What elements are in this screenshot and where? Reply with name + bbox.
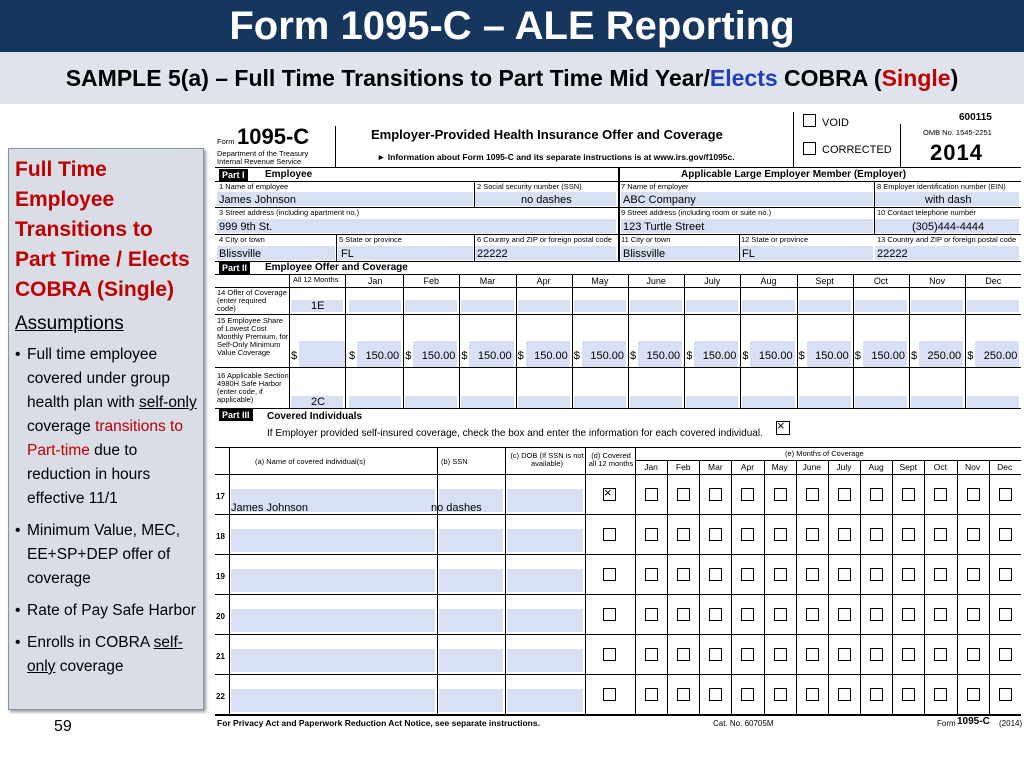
- month-checkbox-mar[interactable]: [709, 648, 722, 661]
- name-cell-bg: [231, 689, 435, 712]
- row15-value-may[interactable]: 150.00: [590, 350, 624, 362]
- part3-note: If Employer provided self-insured coverage, check the box and enter the information for each covered individual.: [267, 428, 763, 439]
- row-number: 17: [216, 492, 225, 501]
- part2-grid-line: [572, 274, 573, 408]
- row16-cell-aug[interactable]: [742, 396, 794, 408]
- label-8: 8 Employer identification number (EIN): [877, 182, 1006, 191]
- cov-month-dec: Dec: [997, 462, 1013, 472]
- part3-grid-line: [437, 447, 438, 714]
- dob-cell-bg: [507, 569, 583, 592]
- cov-month-nov: Nov: [965, 462, 981, 472]
- month-checkbox-apr[interactable]: [741, 608, 754, 621]
- month-checkbox-nov[interactable]: [967, 648, 980, 661]
- month-header-nov: Nov: [929, 276, 946, 286]
- b1-c: due to reduction in hours effective 11/1: [27, 442, 151, 507]
- part3-grid-line: [796, 460, 797, 714]
- assumptions-panel: [8, 148, 204, 710]
- month-checkbox-jan[interactable]: [645, 608, 658, 621]
- assumptions-list: [15, 343, 197, 679]
- label-9: 9 Street address (including room or suite no.): [621, 208, 772, 217]
- month-checkbox-oct[interactable]: [934, 528, 947, 541]
- value-5[interactable]: FL: [341, 248, 354, 260]
- row-number: 20: [216, 612, 225, 621]
- part3-grid-line: [989, 460, 990, 714]
- month-checkbox-aug[interactable]: [870, 488, 883, 501]
- part3-grid-line: [764, 460, 765, 714]
- b1-b: coverage: [27, 418, 96, 435]
- all12-checkbox[interactable]: [603, 568, 616, 581]
- row14-label: 14 Offer of Coverage (enter required code): [217, 288, 287, 313]
- assumptions-label: Assumptions: [15, 313, 124, 334]
- month-header-sept: Sept: [815, 276, 834, 286]
- part3-grid-line: [828, 460, 829, 714]
- part3-label: Part III: [219, 409, 253, 421]
- value-12[interactable]: FL: [742, 248, 755, 260]
- cov-month-july: July: [836, 462, 852, 472]
- month-checkbox-july[interactable]: [838, 608, 851, 621]
- cov-month-mar: Mar: [708, 462, 723, 472]
- part3-grid-line: [699, 460, 700, 714]
- footer-form-label: Form: [937, 719, 956, 728]
- label-3: 3 Street address (including apartment no.): [219, 208, 360, 217]
- part1-ale: Applicable Large Employer Member (Employer): [681, 169, 907, 180]
- month-checkbox-mar[interactable]: [709, 488, 722, 501]
- cov-month-oct: Oct: [933, 462, 948, 472]
- page-number: 59: [54, 718, 72, 735]
- month-checkbox-july[interactable]: [838, 688, 851, 701]
- month-checkbox-may[interactable]: [774, 568, 787, 581]
- row-divider: [215, 594, 1021, 595]
- form-code-num: 600115: [959, 112, 992, 123]
- row15-dollar: $: [742, 350, 749, 362]
- month-checkbox-may[interactable]: [774, 608, 787, 621]
- row15-value-dec[interactable]: 250.00: [983, 350, 1018, 362]
- month-checkbox-sept[interactable]: [902, 608, 915, 621]
- row15-value-sept[interactable]: 150.00: [815, 350, 849, 362]
- label-12: 12 State or province: [741, 235, 809, 244]
- form-number: 1095-C: [237, 124, 310, 149]
- row16-cell-apr[interactable]: [518, 396, 570, 408]
- month-header-june: June: [646, 276, 666, 286]
- row15-value-jan[interactable]: 150.00: [365, 350, 400, 362]
- value-13[interactable]: 22222: [877, 248, 908, 260]
- row15-dollar: $: [911, 350, 918, 362]
- row15-value-oct[interactable]: 150.00: [871, 350, 905, 362]
- row15-value-apr[interactable]: 150.00: [534, 350, 568, 362]
- month-checkbox-feb[interactable]: [677, 528, 690, 541]
- month-checkbox-sept[interactable]: [902, 688, 915, 701]
- name-cell-bg: [231, 649, 435, 672]
- row15-dollar: $: [405, 350, 412, 362]
- b4-b: coverage: [55, 658, 124, 675]
- part3-grid-line: [957, 460, 958, 714]
- month-checkbox-apr[interactable]: [741, 688, 754, 701]
- covered-ssn[interactable]: no dashes: [431, 502, 482, 514]
- month-checkbox-june[interactable]: [806, 528, 819, 541]
- b1-red: transitions to Part-time: [27, 418, 183, 459]
- part3-title: Covered Individuals: [267, 411, 363, 422]
- row16-cell-feb[interactable]: [405, 396, 457, 408]
- part2-grid-line: [797, 274, 798, 408]
- row14-cell-nov[interactable]: [911, 300, 963, 312]
- month-header-mar: Mar: [479, 276, 496, 286]
- row14-cell-feb[interactable]: [405, 300, 457, 312]
- dob-cell-bg: [507, 689, 583, 712]
- all12-checkbox[interactable]: [603, 648, 616, 661]
- cov-month-apr: Apr: [740, 462, 755, 472]
- cov-month-may: May: [771, 462, 788, 472]
- form-1095c: [215, 112, 1021, 734]
- month-header-oct: Oct: [873, 276, 888, 286]
- all12-checkbox[interactable]: [603, 688, 616, 701]
- month-checkbox-feb[interactable]: [677, 688, 690, 701]
- row15-value-aug[interactable]: 150.00: [758, 350, 793, 362]
- name-cell-bg: [231, 569, 435, 592]
- col-c-header: (c) DOB (If SSN is not available): [510, 451, 584, 468]
- month-checkbox-june[interactable]: [806, 488, 819, 501]
- assumption-item: • Rate of Pay Safe Harbor: [27, 599, 197, 623]
- assumption-item: [27, 343, 197, 511]
- row15-value-june[interactable]: 150.00: [646, 350, 681, 362]
- month-checkbox-oct[interactable]: [934, 488, 947, 501]
- month-checkbox-nov[interactable]: [967, 488, 980, 501]
- month-checkbox-nov[interactable]: [967, 528, 980, 541]
- row14-cell-apr[interactable]: [518, 300, 570, 312]
- month-checkbox-oct[interactable]: [934, 688, 947, 701]
- row15-value-feb[interactable]: 150.00: [421, 350, 456, 362]
- month-checkbox-jan[interactable]: [645, 688, 658, 701]
- row14-cell-oct[interactable]: [855, 300, 907, 312]
- month-header-apr: Apr: [536, 276, 551, 286]
- part3-grid-line: [667, 460, 668, 714]
- row14-cell-aug[interactable]: [742, 300, 794, 312]
- row-divider: [215, 554, 1021, 555]
- month-checkbox-feb[interactable]: [677, 648, 690, 661]
- month-checkbox-feb[interactable]: [677, 488, 690, 501]
- cov-month-feb: Feb: [675, 462, 691, 472]
- b1-self: self-only: [139, 394, 197, 411]
- value-3[interactable]: 999 9th St.: [219, 221, 273, 233]
- month-checkbox-may[interactable]: [774, 688, 787, 701]
- corrected-checkbox[interactable]: [803, 142, 816, 155]
- label-13: 13 Country and ZIP or foreign postal code: [877, 235, 1017, 244]
- value-4[interactable]: Blissville: [219, 248, 262, 260]
- row15-dollar: $: [461, 350, 468, 362]
- row14-cell-sept[interactable]: [799, 300, 851, 312]
- row15-dollar: $: [573, 350, 580, 362]
- part2-grid-line: [345, 274, 346, 408]
- month-checkbox-dec[interactable]: [999, 648, 1012, 661]
- month-checkbox-nov[interactable]: [967, 568, 980, 581]
- month-checkbox-may[interactable]: [774, 488, 787, 501]
- month-checkbox-feb[interactable]: [677, 568, 690, 581]
- month-checkbox-july[interactable]: [838, 568, 851, 581]
- value-7[interactable]: ABC Company: [623, 194, 696, 206]
- row-number: 19: [216, 572, 225, 581]
- dob-cell-bg: [507, 529, 583, 552]
- value-11[interactable]: Blissville: [623, 248, 666, 260]
- month-checkbox-jan[interactable]: [645, 528, 658, 541]
- month-checkbox-dec[interactable]: [999, 608, 1012, 621]
- month-checkbox-june[interactable]: [806, 608, 819, 621]
- part2-title: Employee Offer and Coverage: [265, 262, 408, 273]
- row14-cell-may[interactable]: [574, 300, 626, 312]
- row-divider: [215, 634, 1021, 635]
- month-checkbox-mar[interactable]: [709, 688, 722, 701]
- dob-cell-bg: [507, 489, 583, 512]
- assumption-item: [27, 631, 197, 679]
- all12-header: All 12 Months: [293, 275, 339, 284]
- label-7: 7 Name of employer: [621, 182, 689, 191]
- part1-employee: Employee: [265, 169, 313, 180]
- month-header-dec: Dec: [985, 276, 1002, 286]
- col-b-header: (b) SSN: [441, 457, 468, 466]
- value-8[interactable]: with dash: [925, 194, 972, 206]
- row15-dollar: $: [630, 350, 637, 362]
- month-header-may: May: [591, 276, 609, 286]
- row-number: 22: [216, 692, 225, 701]
- row14-cell-june[interactable]: [630, 300, 682, 312]
- subtitle-end: ): [950, 65, 959, 91]
- month-header-july: July: [704, 276, 721, 286]
- month-checkbox-june[interactable]: [806, 688, 819, 701]
- part2-grid-line: [628, 274, 629, 408]
- part2-grid-line: [516, 274, 517, 408]
- month-checkbox-aug[interactable]: [870, 568, 883, 581]
- dob-cell-bg: [507, 649, 583, 672]
- omb-number: OMB No. 1545-2251: [923, 128, 992, 137]
- row16-cell-june[interactable]: [630, 396, 682, 408]
- month-checkbox-mar[interactable]: [709, 528, 722, 541]
- form-irs: Internal Revenue Service: [217, 157, 302, 166]
- row15-dollar: $: [854, 350, 861, 362]
- row15-value-july[interactable]: 150.00: [702, 350, 737, 362]
- month-checkbox-jan[interactable]: [645, 648, 658, 661]
- col-e-header: (e) Months of Coverage: [785, 449, 864, 458]
- month-checkbox-aug[interactable]: [870, 648, 883, 661]
- label-11: 11 City or town: [621, 235, 671, 244]
- subtitle-elects: Elects: [709, 65, 778, 91]
- row15-value-mar[interactable]: 150.00: [477, 350, 512, 362]
- void-checkbox[interactable]: [803, 114, 816, 127]
- value-9[interactable]: 123 Turtle Street: [623, 221, 705, 233]
- month-checkbox-may[interactable]: [774, 648, 787, 661]
- ssn-cell-bg: [439, 529, 503, 552]
- all12-checkbox[interactable]: [603, 608, 616, 621]
- month-checkbox-aug[interactable]: [870, 528, 883, 541]
- part3-grid-line: [860, 460, 861, 714]
- month-checkbox-oct[interactable]: [934, 648, 947, 661]
- b1-a: Full time employee covered under group health plan with: [27, 346, 171, 411]
- row16-cell-sept[interactable]: [799, 396, 851, 408]
- tax-year: 2014: [930, 140, 983, 165]
- b4-a: Enrolls in COBRA: [27, 634, 154, 651]
- month-checkbox-nov[interactable]: [967, 608, 980, 621]
- form-info-line: ► Information about Form 1095-C and its separate instructions is at www.irs.gov/f1095c.: [377, 152, 735, 162]
- month-checkbox-mar[interactable]: [709, 568, 722, 581]
- row15-dollar: $: [686, 350, 693, 362]
- month-checkbox-june[interactable]: [806, 568, 819, 581]
- month-checkbox-sept[interactable]: [902, 648, 915, 661]
- month-checkbox-sept[interactable]: [902, 528, 915, 541]
- part2-grid-line: [740, 274, 741, 408]
- ssn-cell-bg: [439, 689, 503, 712]
- part1-label: Part I: [219, 169, 248, 181]
- row16-cell-nov[interactable]: [911, 396, 963, 408]
- col-d-header: (d) Covered all 12 months: [588, 451, 634, 468]
- ssn-cell-bg: [439, 569, 503, 592]
- month-checkbox-mar[interactable]: [709, 608, 722, 621]
- row14-cell-jan[interactable]: [349, 300, 401, 312]
- row14-cell-july[interactable]: [686, 300, 738, 312]
- form-label: Form: [217, 137, 235, 146]
- row15-dollar: $: [798, 350, 805, 362]
- month-checkbox-july[interactable]: [838, 488, 851, 501]
- row16-cell-may[interactable]: [574, 396, 626, 408]
- part2-grid-line: [684, 274, 685, 408]
- row16-label: 16 Applicable Section 4980H Safe Harbor (enter code, if applicable): [217, 371, 289, 404]
- month-checkbox-july[interactable]: [838, 648, 851, 661]
- label-4: 4 City or town: [219, 235, 265, 244]
- cov-month-aug: Aug: [868, 462, 884, 472]
- part3-grid-line: [585, 447, 586, 714]
- footer-form-number: 1095-C: [957, 716, 990, 727]
- ssn-cell-bg: [439, 609, 503, 632]
- row16-cell-jan[interactable]: [349, 396, 401, 408]
- month-checkbox-july[interactable]: [838, 528, 851, 541]
- row16-cell-oct[interactable]: [855, 396, 907, 408]
- slide-title: Form 1095-C – ALE Reporting: [0, 0, 1024, 52]
- row-number: 18: [216, 532, 225, 541]
- value-1[interactable]: James Johnson: [219, 194, 297, 206]
- row15-label: 15 Employee Share of Lowest Cost Monthly Premium, for Self-Only Minimum Value Coverage: [217, 316, 289, 357]
- value-10[interactable]: (305)444-4444: [912, 221, 985, 233]
- month-checkbox-apr[interactable]: [741, 648, 754, 661]
- month-checkbox-dec[interactable]: [999, 528, 1012, 541]
- part3-grid-line: [635, 447, 636, 714]
- part3-grid-line: [892, 460, 893, 714]
- month-header-feb: Feb: [423, 276, 440, 286]
- part2-grid-line: [853, 274, 854, 408]
- cov-month-jan: Jan: [644, 462, 658, 472]
- subtitle-cobra: COBRA (: [777, 65, 882, 91]
- month-checkbox-dec[interactable]: [999, 568, 1012, 581]
- month-checkbox-apr[interactable]: [741, 568, 754, 581]
- assumption-item: • Minimum Value, MEC, EE+SP+DEP offer of coverage: [27, 519, 197, 591]
- row16-cell-july[interactable]: [686, 396, 738, 408]
- cov-month-june: June: [802, 462, 822, 472]
- covered-name[interactable]: James Johnson: [231, 502, 309, 514]
- month-checkbox-dec[interactable]: [999, 488, 1012, 501]
- subtitle-prefix: SAMPLE 5(a) – Full Time Transitions to Part Time Mid Year/: [65, 65, 710, 91]
- row-divider: [215, 514, 1021, 515]
- part3-grid-line: [505, 447, 506, 714]
- row15-dollar: $: [349, 350, 356, 362]
- name-cell-bg: [231, 609, 435, 632]
- row15-dollar: $: [967, 350, 974, 362]
- month-checkbox-apr[interactable]: [741, 528, 754, 541]
- part3-grid-line: [229, 447, 230, 714]
- corrected-label: CORRECTED: [822, 144, 892, 156]
- month-checkbox-sept[interactable]: [902, 488, 915, 501]
- all12-checkbox[interactable]: [603, 488, 616, 501]
- col-a-header: (a) Name of covered individual(s): [255, 457, 366, 466]
- value-2[interactable]: no dashes: [521, 194, 572, 206]
- row15-dollar: $: [517, 350, 524, 362]
- month-checkbox-aug[interactable]: [870, 688, 883, 701]
- row15-all12-dollar: $: [291, 350, 298, 362]
- footer-cat: Cat. No. 60705M: [713, 719, 774, 728]
- row-number: 21: [216, 652, 225, 661]
- dob-cell-bg: [507, 609, 583, 632]
- part2-label: Part II: [219, 262, 250, 274]
- part2-grid-line: [909, 274, 910, 408]
- row14-all12[interactable]: 1E: [311, 300, 325, 312]
- b4-u: self-only: [27, 634, 183, 675]
- row15-value-nov[interactable]: 250.00: [927, 350, 962, 362]
- month-checkbox-may[interactable]: [774, 528, 787, 541]
- month-checkbox-jan[interactable]: [645, 568, 658, 581]
- part2-grid-line: [403, 274, 404, 408]
- subtitle-single: Single: [881, 65, 951, 91]
- part2-grid-line: [459, 274, 460, 408]
- footer-privacy: For Privacy Act and Paperwork Reduction Act Notice, see separate instructions.: [217, 718, 540, 728]
- label-10: 10 Contact telephone number: [877, 208, 976, 217]
- month-checkbox-apr[interactable]: [741, 488, 754, 501]
- label-2: 2 Social security number (SSN): [477, 182, 582, 191]
- part3-grid-line: [731, 460, 732, 714]
- part3-grid-line: [924, 460, 925, 714]
- label-6: 6 Country and ZIP or foreign postal code: [477, 235, 612, 244]
- ssn-cell-bg: [439, 649, 503, 672]
- form-title: Employer-Provided Health Insurance Offer and Coverage: [371, 127, 723, 142]
- label-1: 1 Name of employee: [219, 182, 289, 191]
- part2-grid-line: [289, 274, 290, 408]
- slide-subtitle: [0, 52, 1024, 104]
- row-divider: [215, 674, 1021, 675]
- month-checkbox-jan[interactable]: [645, 488, 658, 501]
- month-checkbox-feb[interactable]: [677, 608, 690, 621]
- month-header-aug: Aug: [760, 276, 777, 286]
- month-checkbox-nov[interactable]: [967, 688, 980, 701]
- footer-year: (2014): [999, 719, 1023, 728]
- row16-all12[interactable]: 2C: [311, 396, 326, 408]
- row16-cell-mar[interactable]: [461, 396, 513, 408]
- form-dept: Department of the Treasury: [217, 149, 309, 158]
- part2-grid-line: [965, 274, 966, 408]
- month-checkbox-oct[interactable]: [934, 568, 947, 581]
- month-checkbox-dec[interactable]: [999, 688, 1012, 701]
- month-header-jan: Jan: [367, 276, 383, 286]
- cov-month-sept: Sept: [899, 462, 917, 472]
- all12-checkbox[interactable]: [603, 528, 616, 541]
- row14-cell-dec[interactable]: [967, 300, 1019, 312]
- panel-heading: Full Time Employee Transitions to Part Time / Elects COBRA (Single): [15, 158, 190, 301]
- void-label: VOID: [822, 117, 849, 129]
- month-checkbox-sept[interactable]: [902, 568, 915, 581]
- row16-cell-dec[interactable]: [967, 396, 1019, 408]
- row14-cell-mar[interactable]: [461, 300, 513, 312]
- month-checkbox-aug[interactable]: [870, 608, 883, 621]
- month-checkbox-june[interactable]: [806, 648, 819, 661]
- value-6[interactable]: 22222: [477, 248, 508, 260]
- month-checkbox-oct[interactable]: [934, 608, 947, 621]
- self-insured-checkbox[interactable]: [776, 421, 790, 435]
- name-cell-bg: [231, 529, 435, 552]
- label-5: 5 State or province: [339, 235, 402, 244]
